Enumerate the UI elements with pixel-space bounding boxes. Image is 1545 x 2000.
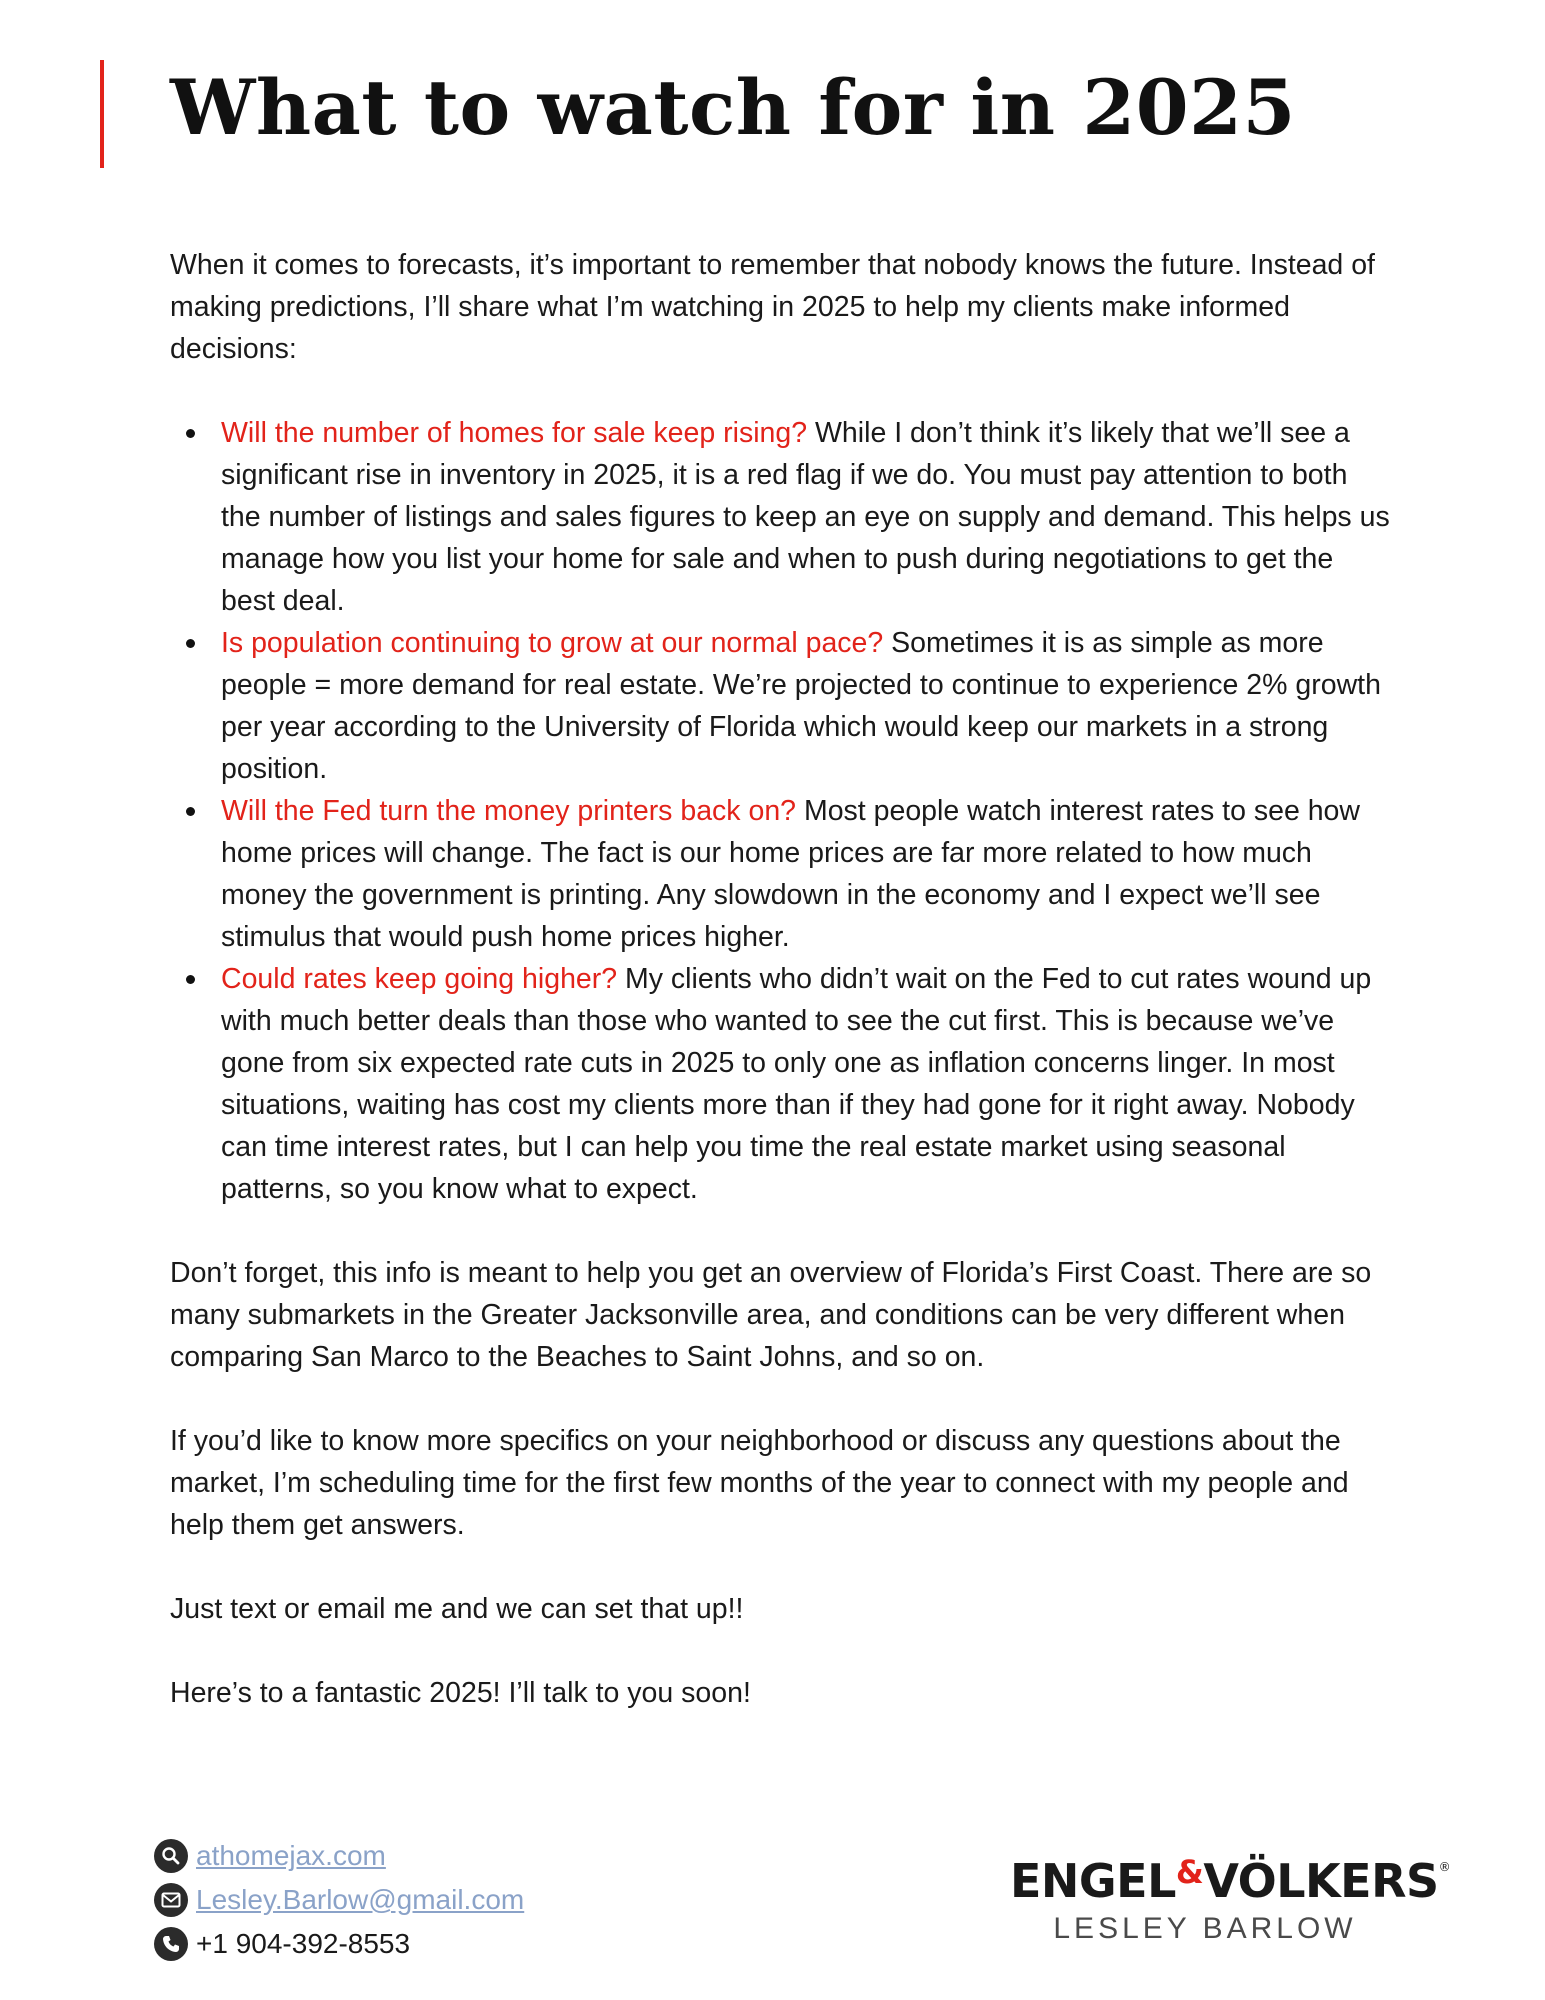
bullet-dot xyxy=(186,807,195,816)
bullet-question: Is population continuing to grow at our normal pace? xyxy=(221,627,884,659)
bullet-dot xyxy=(186,429,195,438)
bullet-dot xyxy=(186,639,195,648)
search-icon xyxy=(154,1839,188,1873)
call-to-action-paragraph: Just text or email me and we can set that up!! xyxy=(170,1593,744,1625)
specifics-paragraph: If you’d like to know more specifics on your neighborhood or discuss any questions about the market, I’m scheduling time for the first few months of the year to connect with my people and help them get answers. xyxy=(170,1425,1349,1541)
bullet-text: Most people watch interest rates to see how home prices will change. The fact is our home prices are far more related to how much money the government is printing. Any slowdown in the economy and I expect we’ll see stimulus that would push home prices higher. xyxy=(221,795,1360,953)
bullet-text: Sometimes it is as simple as more people = more demand for real estate. We’re projected to continue to experience 2% growth per year according to the University of Florida which would keep our markets in a strong position. xyxy=(221,627,1381,785)
list-item xyxy=(170,622,1390,790)
bullet-question: Will the Fed turn the money printers back on? xyxy=(221,795,797,827)
bullet-question: Will the number of homes for sale keep rising? xyxy=(221,417,808,449)
list-item xyxy=(170,790,1390,958)
email-link[interactable]: Lesley.Barlow@gmail.com xyxy=(196,1884,525,1915)
bullet-question: Could rates keep going higher? xyxy=(221,963,618,995)
list-item xyxy=(170,958,1390,1210)
overview-paragraph: Don’t forget, this info is meant to help you get an overview of Florida’s First Coast. There are so many submarkets in the Greater Jacksonville area, and conditions can be very different when comparing San Marco to the Beaches to Saint Johns, and so on. xyxy=(170,1257,1372,1373)
mail-icon xyxy=(154,1883,188,1917)
intro-paragraph: When it comes to forecasts, it’s important to remember that nobody knows the future. Instead of making predictions, I’ll share what I’m watching in 2025 to help my clients make informed decisions: xyxy=(170,249,1375,365)
bullet-dot xyxy=(186,975,195,984)
logo-brand-right: VÖLKERS xyxy=(1203,1854,1439,1908)
list-item xyxy=(170,412,1390,622)
phone-number: +1 904-392-8553 xyxy=(196,1928,411,1959)
email-row xyxy=(154,1878,524,1922)
bullet-text: My clients who didn’t wait on the Fed to cut rates wound up with much better deals than those who wanted to see the cut first. This is because we’ve gone from six expected rate cuts in 2025 to only one as inflation concerns linger. In most situations, waiting has cost my clients more than if they had gone for it right away. Nobody can time interest rates, but I can help you time the real estate market using seasonal patterns, so you know what to expect. xyxy=(221,963,1372,1205)
phone-row xyxy=(154,1922,524,1966)
logo-wordmark xyxy=(1010,1840,1451,1908)
article-body xyxy=(170,244,1390,1756)
contact-block xyxy=(154,1834,524,1966)
logo-agent-name: LESLEY BARLOW xyxy=(1053,1912,1357,1945)
title-accent-bar xyxy=(100,60,104,168)
page-title: What to watch for in 2025 xyxy=(170,63,1296,152)
closing-paragraph: Here’s to a fantastic 2025! I’ll talk to you soon! xyxy=(170,1677,751,1709)
logo-ampersand: & xyxy=(1175,1853,1204,1891)
phone-icon xyxy=(154,1927,188,1961)
brand-logo xyxy=(1010,1840,1451,1946)
website-row xyxy=(154,1834,524,1878)
logo-registered-mark: ® xyxy=(1438,1860,1451,1874)
watch-list xyxy=(170,412,1390,1210)
logo-brand-left: ENGEL xyxy=(1010,1854,1176,1908)
website-link[interactable]: athomejax.com xyxy=(196,1840,386,1871)
bullet-text: While I don’t think it’s likely that we’ll see a significant rise in inventory in 2025, it is a red flag if we do. You must pay attention to both the number of listings and sales figures to keep an eye on supply and demand. This helps us manage how you list your home for sale and when to push during negotiations to get the best deal. xyxy=(221,417,1390,617)
